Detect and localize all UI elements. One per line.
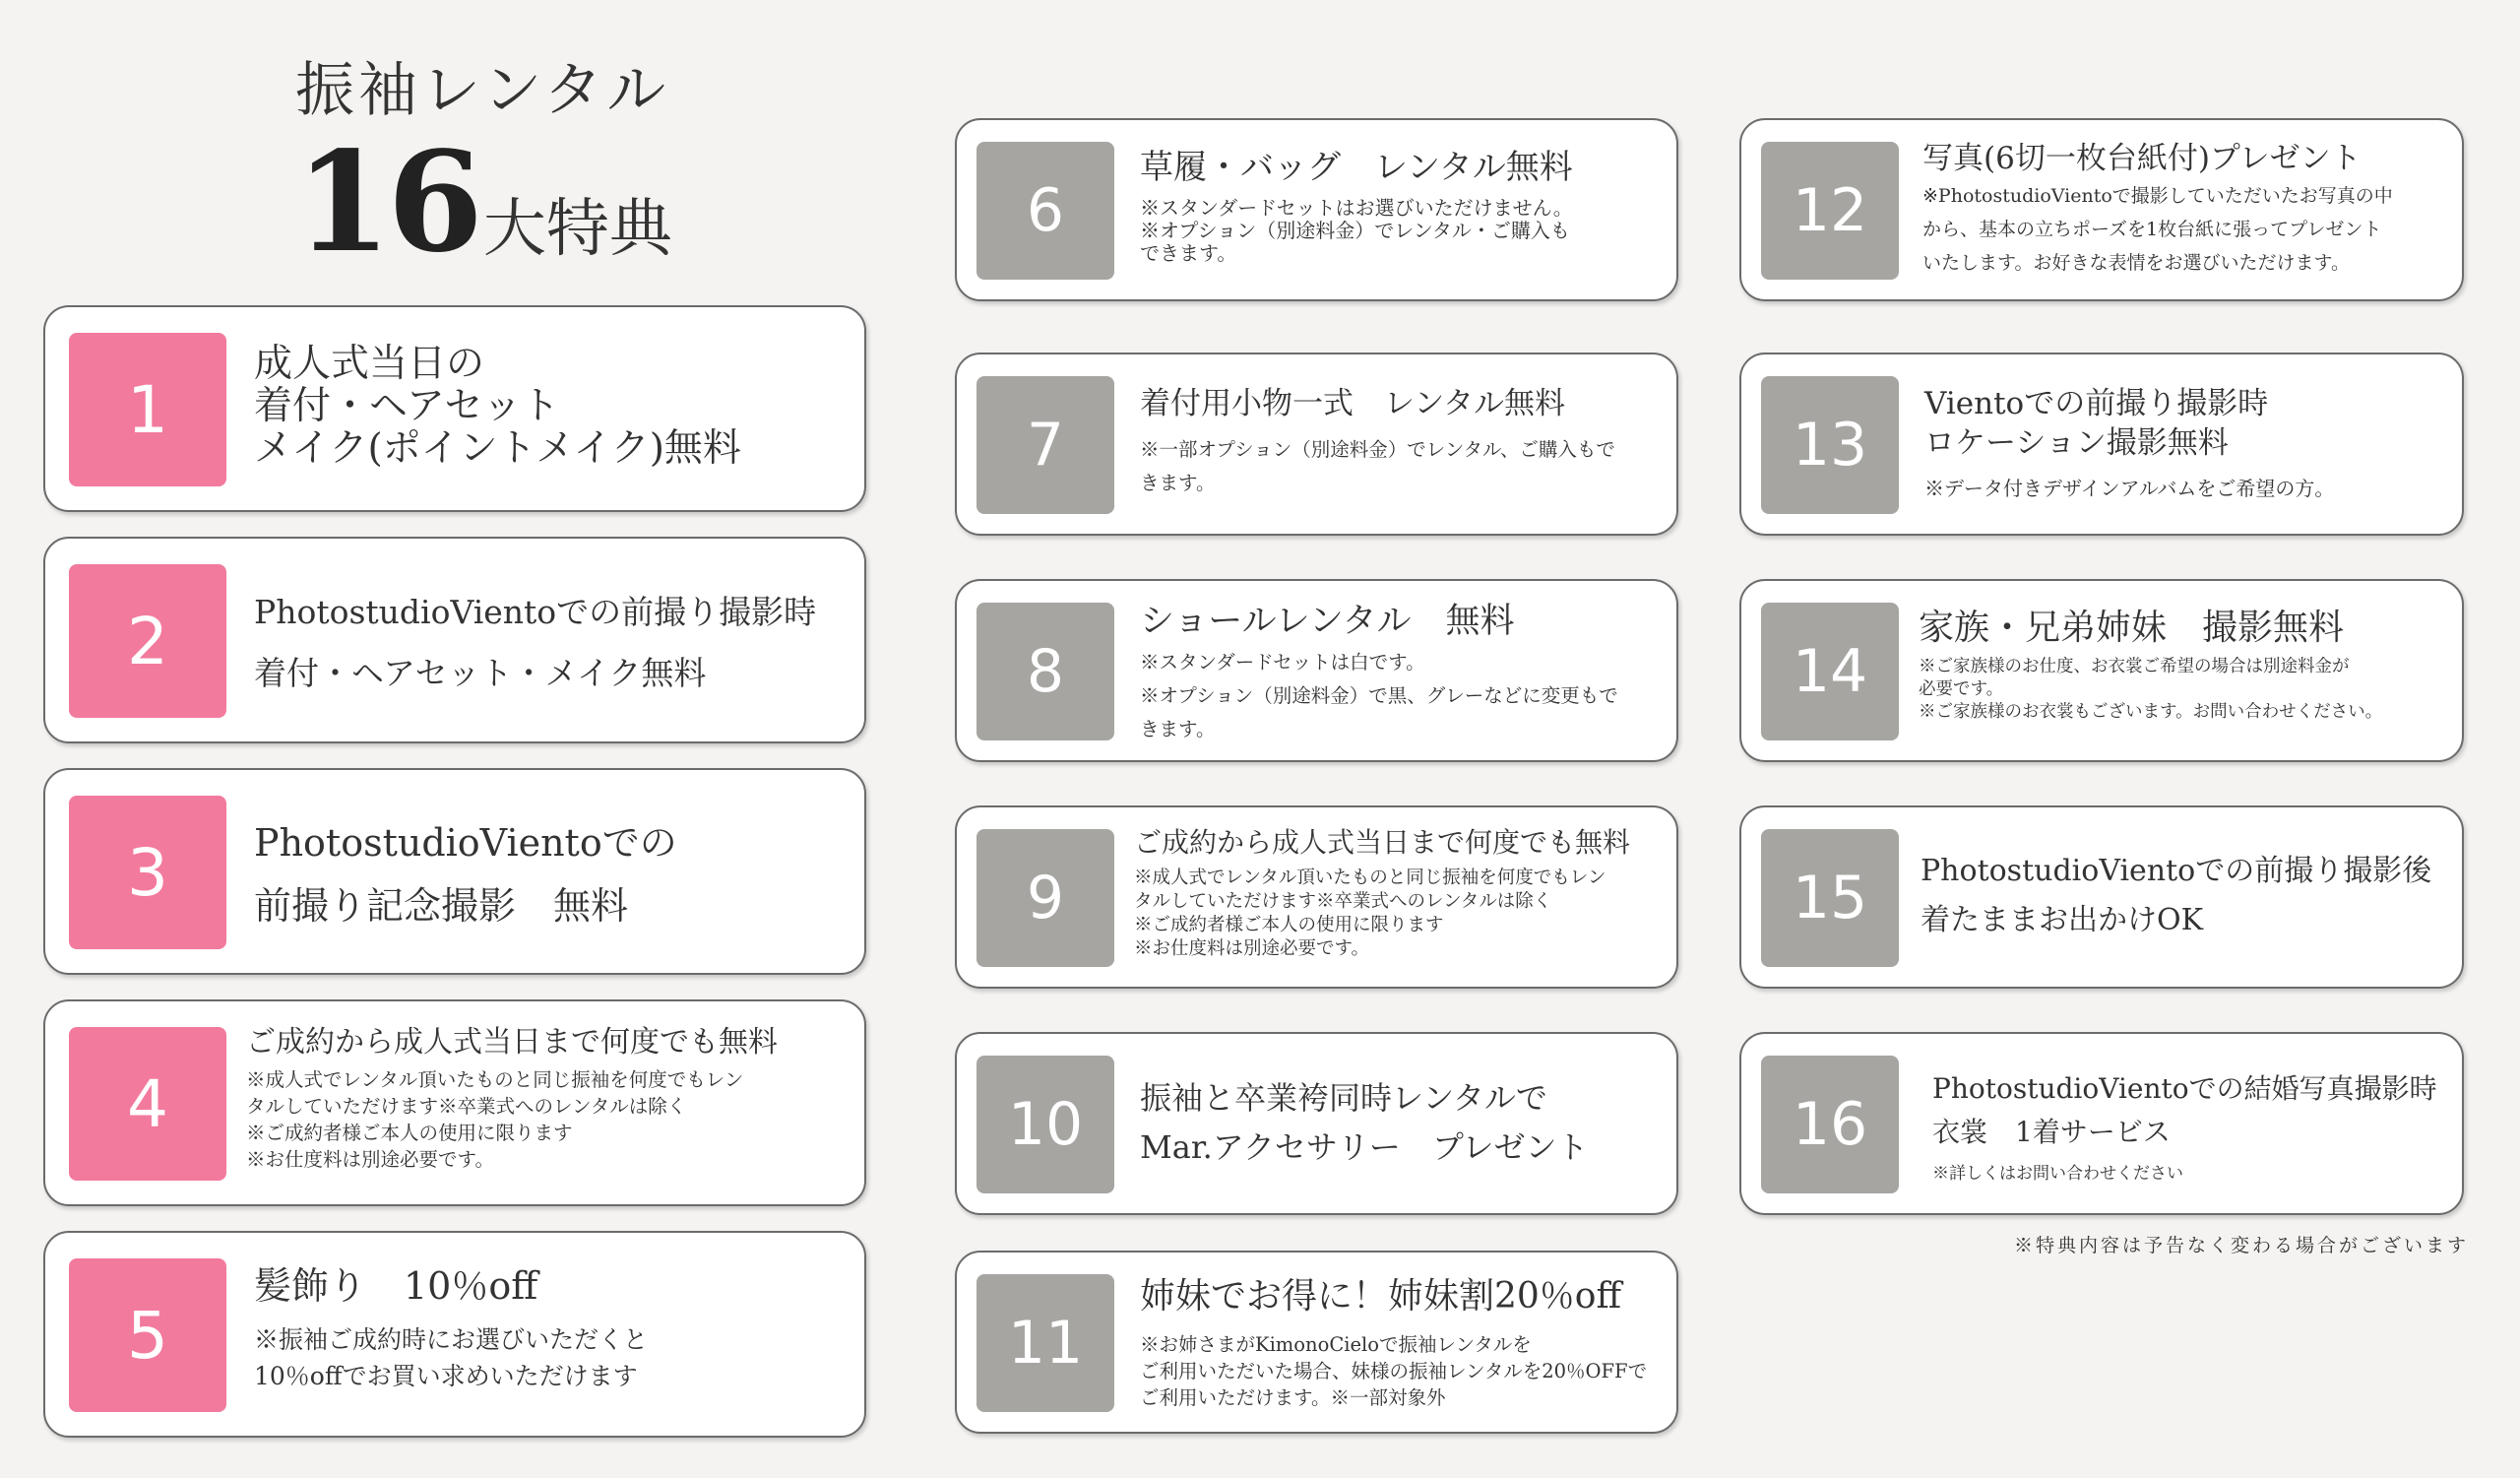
benefit-number-6: 6 <box>976 142 1114 280</box>
benefit-number-10: 10 <box>976 1056 1114 1193</box>
benefit-note-5: ※振袖ご成約時にお選びいただくと 10％offでお買い求めいただけます <box>254 1325 649 1390</box>
benefit-card-3 <box>43 768 866 975</box>
heading-number: 16 <box>295 122 479 284</box>
benefit-card-5 <box>43 1231 866 1438</box>
benefit-card-11 <box>955 1251 1678 1434</box>
benefit-note-12: ※PhotostudioVientoで撮影していただいたお写真の中 から、基本の立ちポーズを1枚台紙に張ってプレゼント いたします。お好きな表情をお選びいただけます。 <box>1922 185 2393 274</box>
benefit-title-14: 家族・兄弟姉妹 撮影無料 <box>1919 608 2345 648</box>
benefit-card-2 <box>43 537 866 743</box>
benefit-title-1: 成人式当日の 着付・ヘアセット メイク(ポイントメイク)無料 <box>254 342 741 471</box>
benefit-title-16: PhotostudioVientoでの結婚写真撮影時 衣裳 1着サービス <box>1932 1072 2437 1148</box>
benefit-number-5: 5 <box>69 1258 226 1412</box>
heading-suffix: 大特典 <box>482 193 672 266</box>
benefit-number-7: 7 <box>976 376 1114 514</box>
benefit-number-9: 9 <box>976 829 1114 967</box>
benefit-card-1 <box>43 305 866 512</box>
benefit-number-3: 3 <box>69 796 226 949</box>
benefit-note-6: ※スタンダードセットはお選びいただけません。 ※オプション（別途料金）でレンタル・ご購入も できます。 <box>1140 196 1573 265</box>
benefit-note-11: ※お姉さまがKimonoCieloで振袖レンタルを ご利用いただいた場合、妹様の振袖レンタルを20％OFFで ご利用いただけます。※一部対象外 <box>1140 1333 1648 1409</box>
benefit-title-5: 髪飾り 10％off <box>254 1264 538 1308</box>
heading <box>295 56 672 284</box>
benefit-note-4: ※成人式でレンタル頂いたものと同じ振袖を何度でもレン タルしていただけます※卒業式へのレンタルは除く ※ご成約者様ご本人の使用に限ります ※お仕度料は別途必要です。 <box>246 1068 744 1171</box>
benefit-note-9: ※成人式でレンタル頂いたものと同じ振袖を何度でもレン タルしていただけます※卒業式へのレンタルは除く ※ご成約者様ご本人の使用に限ります ※お仕度料は別途必要です。 <box>1134 868 1606 959</box>
benefit-card-12 <box>1739 118 2464 301</box>
benefit-card-9 <box>955 805 1678 989</box>
benefit-card-6 <box>955 118 1678 301</box>
benefit-number-15: 15 <box>1761 829 1899 967</box>
benefit-number-4: 4 <box>69 1027 226 1181</box>
benefit-title-4: ご成約から成人式当日まで何度でも無料 <box>246 1025 778 1060</box>
benefit-card-7 <box>955 353 1678 536</box>
benefit-note-13: ※データ付きデザインアルバムをご希望の方。 <box>1924 477 2335 500</box>
benefit-number-1: 1 <box>69 333 226 486</box>
benefit-title-6: 草履・バッグ レンタル無料 <box>1140 148 1573 187</box>
benefit-card-15 <box>1739 805 2464 989</box>
benefit-title-2: PhotostudioVientoでの前撮り撮影時 着付・ヘアセット・メイク無料 <box>254 593 817 692</box>
benefit-card-13 <box>1739 353 2464 536</box>
benefit-note-7: ※一部オプション（別途料金）でレンタル、ご購入もで きます。 <box>1140 438 1615 494</box>
benefit-title-15: PhotostudioVientoでの前撮り撮影後 着たままお出かけOK <box>1921 854 2432 937</box>
benefit-title-3: PhotostudioVientoでの 前撮り記念撮影 無料 <box>254 821 677 928</box>
benefit-note-14: ※ご家族様のお仕度、お衣裳ご希望の場合は別途料金が 必要です。 ※ご家族様のお衣裳もございます。お問い合わせください。 <box>1919 657 2383 722</box>
benefit-number-16: 16 <box>1761 1056 1899 1193</box>
disclaimer-footnote: ※特典内容は予告なく変わる場合がございます <box>2013 1235 2469 1256</box>
heading-count <box>295 122 672 284</box>
benefit-number-2: 2 <box>69 564 226 718</box>
benefit-note-16: ※詳しくはお問い合わせください <box>1932 1164 2183 1184</box>
benefit-title-10: 振袖と卒業袴同時レンタルで Mar.アクセサリー プレゼント <box>1140 1079 1589 1166</box>
benefit-number-12: 12 <box>1761 142 1899 280</box>
benefit-title-12: 写真(6切一枚台紙付)プレゼント <box>1922 141 2362 176</box>
benefit-title-9: ご成約から成人式当日まで何度でも無料 <box>1134 826 1631 859</box>
benefit-title-13: Vientoでの前撮り撮影時 ロケーション撮影無料 <box>1924 386 2269 461</box>
benefit-number-8: 8 <box>976 603 1114 740</box>
heading-title: 振袖レンタル <box>295 56 670 125</box>
benefit-card-8 <box>955 579 1678 762</box>
benefit-card-4 <box>43 999 866 1206</box>
benefit-card-14 <box>1739 579 2464 762</box>
benefit-number-14: 14 <box>1761 603 1899 740</box>
benefit-number-11: 11 <box>976 1274 1114 1412</box>
benefit-title-11: 姉妹でお得に！姉妹割20％off <box>1140 1276 1622 1317</box>
benefit-card-16 <box>1739 1032 2464 1215</box>
benefit-note-8: ※スタンダードセットは白です。 ※オプション（別途料金）で黒、グレーなどに変更もで きます。 <box>1140 651 1618 740</box>
benefit-number-13: 13 <box>1761 376 1899 514</box>
benefit-card-10 <box>955 1032 1678 1215</box>
benefit-title-7: 着付用小物一式 レンタル無料 <box>1140 386 1565 421</box>
benefit-title-8: ショールレンタル 無料 <box>1140 602 1515 641</box>
